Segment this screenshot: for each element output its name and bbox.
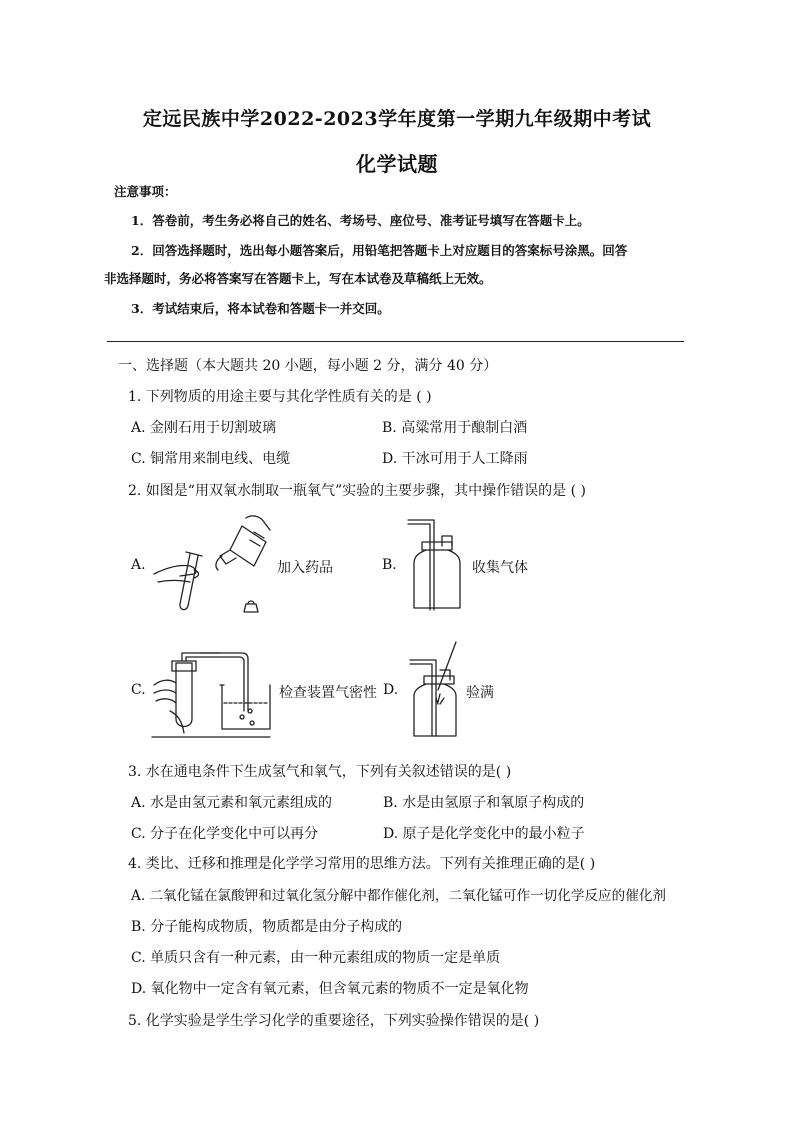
question-5-stem: 5. 化学实验是学生学习化学的重要途径，下列实验操作错误的是( )	[128, 1013, 540, 1029]
q2-option-d-label: 验满	[466, 685, 494, 701]
question-1-stem: 1. 下列物质的用途主要与其化学性质有关的是 ( )	[128, 389, 432, 405]
q1-option-b: B. 高粱常用于酿制白酒	[382, 420, 528, 436]
section-heading: 一、选择题（本大题共 20 小题，每小题 2 分，满分 40 分）	[118, 358, 498, 374]
q4-option-d: D. 氧化物中一定含有氧元素，但含氧元素的物质不一定是氧化物	[131, 981, 529, 997]
q2-option-b-label: 收集气体	[472, 560, 528, 576]
notice-item-2: 2．回答选择题时，选出每小题答案后，用铅笔把答题卡上对应题目的答案标号涂黑。回答	[131, 243, 628, 258]
q2-option-a-label: 加入药品	[277, 560, 333, 576]
q1-option-a: A. 金刚石用于切割玻璃	[131, 420, 277, 436]
q1-option-d: D. 干冰可用于人工降雨	[382, 451, 528, 467]
q2-option-c-label: 检查装置气密性	[279, 685, 377, 701]
notice-item-1: 1．答卷前，考生务必将自己的姓名、考场号、座位号、准考证号填写在答题卡上。	[131, 213, 590, 228]
exam-subtitle: 化学试题	[356, 152, 438, 176]
question-2-stem: 2. 如图是“用双氧水制取一瓶氧气”实验的主要步骤，其中操作错误的是 ( )	[128, 483, 586, 499]
q1-option-c: C. 铜常用来制电线、电缆	[131, 451, 291, 467]
notice-item-2-cont: 非选择题时，务必将答案写在答题卡上，写在本试卷及草稿纸上无效。	[104, 271, 492, 286]
q3-option-c: C. 分子在化学变化中可以再分	[131, 826, 319, 842]
notice-heading: 注意事项：	[114, 184, 177, 199]
question-3-stem: 3. 水在通电条件下生成氢气和氧气，下列有关叙述错误的是( )	[128, 764, 512, 780]
gas-collection-bottle-figure	[404, 514, 466, 614]
q3-option-a: A. 水是由氢元素和氧元素组成的	[131, 795, 333, 811]
q3-option-d: D. 原子是化学变化中的最小粒子	[383, 826, 585, 842]
q3-option-b: B. 水是由氢原子和氧原子构成的	[383, 795, 585, 811]
q4-option-a: A. 二氧化锰在氯酸钾和过氧化氢分解中都作催化剂，二氧化锰可作一切化学反应的催化剂	[131, 888, 667, 904]
question-4-stem: 4. 类比、迁移和推理是化学学习常用的思维方法。下列有关推理正确的是( )	[128, 856, 596, 872]
q2-option-c-letter: C.	[131, 682, 146, 698]
notice-item-3: 3．考试结束后，将本试卷和答题卡一并交回。	[131, 301, 390, 316]
q4-option-b: B. 分子能构成物质，物质都是由分子构成的	[131, 919, 403, 935]
q2-option-b-letter: B.	[382, 557, 397, 573]
oxygen-full-test-figure	[404, 640, 466, 740]
divider-line	[107, 341, 684, 342]
q4-option-c: C. 单质只含有一种元素，由一种元素组成的物质一定是单质	[131, 950, 501, 966]
airtightness-check-figure	[152, 645, 274, 739]
q2-option-a-letter: A.	[131, 557, 146, 573]
add-reagent-figure	[150, 512, 276, 618]
q2-option-d-letter: D.	[383, 682, 399, 698]
exam-title: 定远民族中学2022-2023学年度第一学期九年级期中考试	[142, 108, 652, 130]
